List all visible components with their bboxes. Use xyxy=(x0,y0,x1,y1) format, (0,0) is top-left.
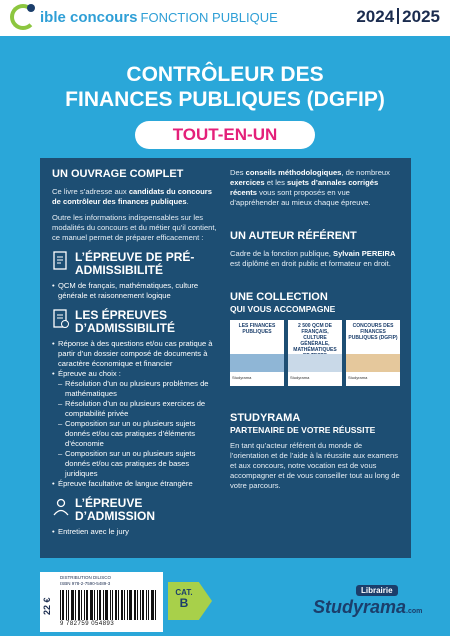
barcode-stripe xyxy=(155,590,156,620)
list-subitem: – Composition sur un ou plusieurs sujets donnés et/ou cas pratiques d’éléments d’économie xyxy=(52,419,222,449)
author-name: Sylvain PEREIRA xyxy=(333,249,396,258)
collection-covers xyxy=(230,320,400,386)
collection-subheading: QUI VOUS ACCOMPAGNE xyxy=(230,304,336,314)
section-heading-studyrama: STUDYRAMA xyxy=(230,412,301,424)
section-admissibilite xyxy=(52,309,222,335)
intro-paragraph xyxy=(52,187,222,207)
distributor: DISTRIBUTION DILISCO xyxy=(60,575,112,580)
barcode-stripe xyxy=(71,590,74,620)
isbn-label: ISBN 978-2-7590-5489-3 xyxy=(60,581,111,586)
bullets-admissibilite xyxy=(52,339,222,489)
barcode-stripe xyxy=(105,590,108,620)
left-column xyxy=(52,168,222,537)
edition-years xyxy=(356,7,440,27)
method-paragraph xyxy=(230,168,400,208)
barcode-stripe xyxy=(142,590,144,620)
list-item: • QCM de français, mathématiques, culture générale et raisonnement logique xyxy=(52,281,222,301)
list-subitem: – Résolution d’un ou plusieurs exercices de comptabilité privée xyxy=(52,399,222,419)
section-title-admission: L’ÉPREUVE D’ADMISSION xyxy=(75,496,156,523)
method-text-g: vous sont proposés en vue d’appréhender au mieux chaque épreuve. xyxy=(230,188,371,207)
barcode-stripe xyxy=(110,590,111,620)
studyrama-paragraph: En tant qu’acteur référent du monde de l’orientation et de l’aide à la réussite aux examens et aux concours, notre vocation est de vous accompagner et de vous conseiller tout au long de votre parcours. xyxy=(230,441,400,490)
librairie-badge: Librairie xyxy=(356,585,398,596)
book-cover-qcm xyxy=(288,320,342,386)
barcode-stripe xyxy=(127,590,128,620)
section-title-preadmissibilite: L’ÉPREUVE DE PRÉ-ADMISSIBILITÉ xyxy=(75,250,195,277)
bullets-preadmissibilite xyxy=(52,281,222,301)
barcode-stripe xyxy=(121,590,123,620)
author-text-2: est diplômé en droit public et formateur en droit. xyxy=(230,259,391,268)
barcode-stripe xyxy=(81,590,82,620)
section-heading-auteur: UN AUTEUR RÉFÉRENT xyxy=(230,230,357,242)
logo-dot-icon xyxy=(27,4,35,12)
isbn-digits: 9 782759 054893 xyxy=(60,621,115,627)
year-divider xyxy=(397,8,399,24)
barcode-stripe xyxy=(115,590,117,620)
method-text-f: sujets d’annales corrigés récents xyxy=(230,178,379,197)
barcode-stripe xyxy=(124,590,125,620)
barcode-stripe xyxy=(75,590,76,620)
barcode-stripe xyxy=(112,590,113,620)
barcode-stripe xyxy=(62,590,64,620)
barcode-stripe xyxy=(99,590,101,620)
cover-image xyxy=(288,354,342,372)
barcode-stripe xyxy=(151,590,154,620)
list-item: • Entretien avec le jury xyxy=(52,527,222,537)
barcode-stripe xyxy=(103,590,104,620)
list-item: • Épreuve facultative de langue étrangère xyxy=(52,479,222,489)
distribution-info xyxy=(60,575,111,587)
barcode-stripe xyxy=(94,590,95,620)
book-title-line2: FINANCES PUBLIQUES (DGFIP) xyxy=(65,88,385,111)
list-subitem: – Résolution d’un ou plusieurs problèmes de mathématiques xyxy=(52,379,222,399)
barcode-stripe xyxy=(90,590,93,620)
barcode-stripe xyxy=(148,590,149,620)
studyrama-name: Studyrama xyxy=(313,597,407,617)
method-text-a: Des xyxy=(230,168,246,177)
intro-text-bold: candidats du concours de contrôleur des finances publiques xyxy=(52,187,212,206)
barcode-stripe xyxy=(68,590,69,620)
cover-image xyxy=(346,354,400,372)
section-admission xyxy=(52,497,222,523)
intro-paragraph-2: Outre les informations indispensables sur les modalités du concours et du métier qu’il contient, ce manuel permet de préparer efficacement : xyxy=(52,213,217,242)
studyrama-domain: .com xyxy=(406,608,423,615)
book-cover-dgfip xyxy=(346,320,400,386)
method-text-c: , de nombreux xyxy=(341,168,390,177)
cover-title: CONCOURS DES FINANCES PUBLIQUES (DGFIP) xyxy=(348,323,398,341)
barcode-stripe xyxy=(146,590,147,620)
price-label: 22 € xyxy=(42,597,52,615)
cover-title: LES FINANCES PUBLIQUES xyxy=(238,323,276,335)
barcode-stripe xyxy=(134,590,136,620)
cover-image xyxy=(230,354,284,372)
person-icon xyxy=(52,497,70,517)
cover-title: 2 500 QCM DE FRANÇAIS, CULTURE GÉNÉRALE, MATHÉMATIQUES xyxy=(293,323,337,353)
barcode-stripe xyxy=(140,590,141,620)
category-letter: B xyxy=(179,596,189,610)
barcode-stripe xyxy=(129,590,132,620)
category-small: CAT. xyxy=(175,588,193,597)
intro-text-1: Ce livre s’adresse aux xyxy=(52,187,129,196)
cover-publisher: Studyrama xyxy=(232,375,252,380)
barcode-stripe xyxy=(66,590,67,620)
brand-sub: FONCTION PUBLIQUE xyxy=(140,10,278,25)
list-item: • Épreuve au choix : xyxy=(52,369,222,379)
section-heading-collection: UNE COLLECTION xyxy=(230,291,328,303)
barcode-stripe xyxy=(84,590,85,620)
list-item: • Réponse à des questions et/ou cas pratique à partir d’un dossier composé de documents à caractère économique et financier xyxy=(52,339,222,369)
author-text-1: Cadre de la fonction publique, xyxy=(230,249,334,258)
document-check-icon xyxy=(52,309,70,329)
method-text-e: et les xyxy=(264,178,288,187)
section-title-admissibilite: LES ÉPREUVES D’ADMISSIBILITÉ xyxy=(75,308,176,335)
author-paragraph xyxy=(230,249,400,269)
brand-name xyxy=(40,9,278,26)
cover-publisher: Studyrama xyxy=(348,375,368,380)
year-a: 2024 xyxy=(356,7,395,26)
barcode-stripe xyxy=(137,590,138,620)
category-label xyxy=(172,588,196,608)
bullets-admission xyxy=(52,527,222,537)
top-banner xyxy=(0,0,450,36)
barcode-stripe xyxy=(118,590,119,620)
book-cover-finances xyxy=(230,320,284,386)
section-heading-ouvrage: UN OUVRAGE COMPLET xyxy=(52,168,184,180)
studyrama-logo xyxy=(313,597,422,618)
document-icon xyxy=(52,251,70,271)
barcode-stripe xyxy=(78,590,80,620)
barcode-stripe xyxy=(60,590,61,620)
barcode xyxy=(60,590,158,620)
method-text-d: exercices xyxy=(230,178,265,187)
right-column xyxy=(230,168,400,491)
studyrama-subheading: PARTENAIRE DE VOTRE RÉUSSITE xyxy=(230,425,376,435)
cover-publisher: Studyrama xyxy=(290,375,310,380)
tout-en-un-badge: TOUT-EN-UN xyxy=(135,121,315,149)
year-b: 2025 xyxy=(402,7,440,26)
section-preadmissibilite xyxy=(52,251,222,277)
book-title-line1: CONTRÔLEUR DES xyxy=(126,63,324,86)
barcode-stripe xyxy=(97,590,98,620)
method-text-b: conseils méthodologiques xyxy=(245,168,342,177)
barcode-stripe xyxy=(86,590,88,620)
list-subitem: – Composition sur un ou plusieurs sujets donnés et/ou cas pratiques de bases juridiques xyxy=(52,449,222,479)
content-panel xyxy=(40,158,411,558)
brand-prefix: ible concours xyxy=(40,9,138,26)
intro-text-2: . xyxy=(186,197,189,206)
